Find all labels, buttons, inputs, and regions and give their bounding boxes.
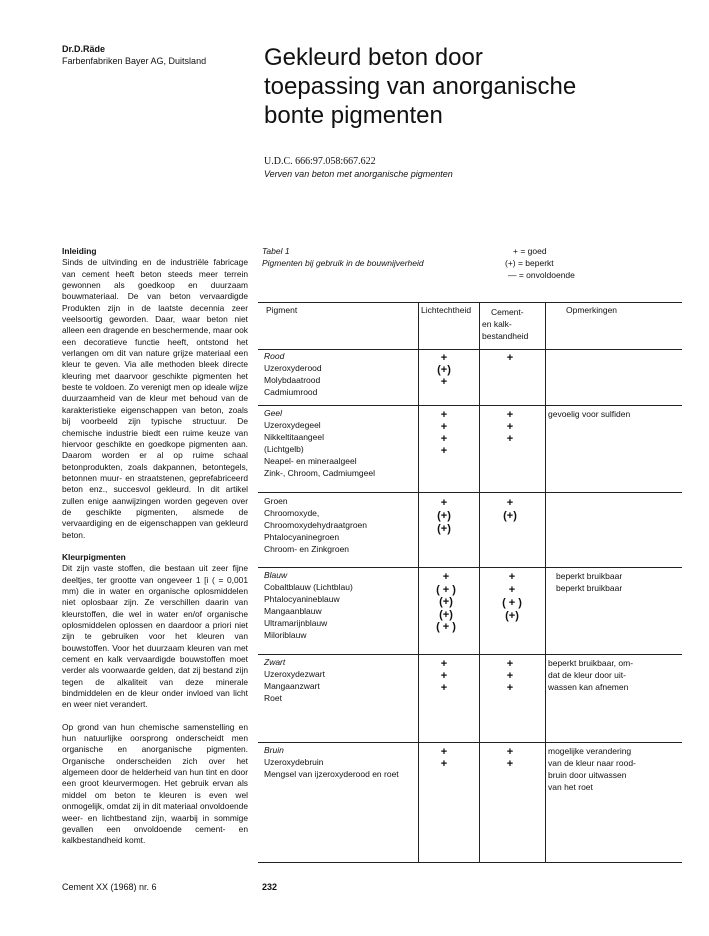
remarks-blauw — [556, 570, 690, 594]
rating: (+) — [437, 523, 451, 535]
rating: (+) — [503, 510, 517, 522]
table-column-rule — [418, 302, 419, 862]
header-cement-line: Cement- — [491, 307, 524, 317]
rating: (+) — [505, 610, 519, 622]
legend-insufficient: — = onvoldoende — [508, 270, 575, 280]
pigment-name: Uzeroxydegeel — [264, 419, 321, 430]
pigment-name: Uzeroxydezwart — [264, 668, 325, 679]
remark-line: beperkt bruikbaar, om- — [548, 658, 634, 668]
rating: ( + ) — [502, 597, 522, 609]
rating: (+) — [437, 510, 451, 522]
header-cement-line: en kalk- — [482, 319, 512, 329]
remark-line: bruin door uitwassen — [548, 770, 627, 780]
rating: + — [440, 497, 448, 509]
rating: + — [440, 746, 448, 758]
pigment-name: Mengsel van ijzeroxyderood en roet — [264, 768, 399, 779]
pigment-name: Mangaanblauw — [264, 605, 322, 616]
remarks-zwart — [548, 657, 682, 693]
rating: + — [440, 658, 448, 670]
light-ratings-geel — [428, 409, 460, 457]
rating: + — [506, 433, 514, 445]
group-name: Blauw — [264, 570, 288, 580]
pigment-name: Phtalocyanineblauw — [264, 593, 340, 604]
light-ratings-bruin — [428, 746, 460, 770]
rating: + — [506, 682, 514, 694]
pigment-name: Miloriblauw — [264, 629, 307, 640]
remark-line: mogelijke verandering — [548, 746, 632, 756]
remark-line: dat de kleur door uit- — [548, 670, 626, 680]
table-rule — [258, 302, 682, 303]
group-name: Zwart — [264, 657, 286, 667]
remark-line: van het roet — [548, 782, 593, 792]
pigment-name: Nikkeltitaangeel — [264, 431, 325, 442]
rating: + — [440, 670, 448, 682]
pigments-paragraph-1: Dit zijn vaste stoffen, die bestaan uit zeer fijne deeltjes, ter grootte van ongeveer 1 [i ( = 0,001 mm) die in water en organische oplosmiddelen niet oplosbaar zijn. Ze verschillen daarin van kleurstoffen, die wel in water en/of organische oplosmiddelen oplossen en daardoor a priori niet zijn te gebruiken voor het kleuren van bouwstoffen. Voor het duurzaam kleuren van met cement en kalk vervaardigde bouwstoffen moet verder als voorwaarde gelden, dat zij bestand zijn tegen de alkaliteit van deze minerale bindmiddelen en de kleur onder invloed van licht en weer niet verandert. — [62, 563, 248, 710]
light-ratings-zwart — [428, 658, 460, 694]
table-column-rule — [479, 302, 480, 862]
legend-good: + = goed — [513, 246, 547, 256]
cement-ratings-rood — [494, 352, 526, 364]
table-label: Tabel 1 — [262, 246, 290, 256]
remark-line: gevoelig voor sulfiden — [548, 409, 631, 419]
column-header-remarks: Opmerkingen — [566, 305, 618, 315]
rating: + — [440, 352, 448, 364]
rating: + — [440, 421, 448, 433]
pigment-name: Mangaanzwart — [264, 680, 320, 691]
table-row-groen — [264, 496, 367, 556]
pigment-name: Neapel- en mineraalgeel — [264, 455, 357, 466]
table-row-bruin — [264, 745, 399, 781]
page-number: 232 — [262, 882, 278, 892]
table-row-zwart — [264, 657, 325, 705]
cement-ratings-bruin — [494, 746, 526, 770]
table-row-rood — [264, 351, 322, 399]
title-line-2: toepassing van anorganische — [264, 73, 577, 100]
rating: (+) — [439, 596, 453, 608]
pigment-name: Roet — [264, 692, 282, 703]
rating: + — [508, 571, 516, 583]
light-ratings-groen — [428, 497, 460, 536]
rating: (+) — [439, 608, 453, 621]
udc-code: U.D.C. 666:97.058:667.622 — [264, 156, 376, 167]
table-column-rule — [545, 302, 546, 862]
pigment-name: Chroom- en Zinkgroen — [264, 543, 350, 554]
rating: + — [440, 409, 448, 421]
pigment-name: Zink-, Chroom, Cadmiumgeel — [264, 467, 376, 478]
cement-ratings-zwart — [494, 658, 526, 694]
table-rule — [258, 492, 682, 493]
rating: + — [440, 445, 448, 457]
column-header-light: Lichtechtheid — [421, 305, 472, 315]
column-header-pigment: Pigment — [266, 305, 298, 315]
remark-line: beperkt bruikbaar — [556, 571, 623, 581]
rating: ( + ) — [436, 583, 456, 596]
rating: + — [506, 746, 514, 758]
table-rule — [258, 405, 682, 406]
column-header-cement — [482, 306, 528, 342]
pigment-name: Phtalocyaninegroen — [264, 531, 340, 542]
cement-ratings-geel — [494, 409, 526, 445]
pigment-name: Uzeroxydebruin — [264, 756, 324, 767]
remark-line: wassen kan afnemen — [548, 682, 629, 692]
table-rule — [258, 567, 682, 568]
rating: + — [506, 497, 514, 509]
light-ratings-blauw — [428, 571, 464, 634]
journal-citation: Cement XX (1968) nr. 6 — [62, 882, 157, 892]
pigment-name: Ultramarijnblauw — [264, 617, 328, 628]
legend-limited: (+) = beperkt — [505, 258, 554, 268]
table-rule — [258, 349, 682, 350]
table-caption: Pigmenten bij gebruik in de bouwnijverheid — [262, 258, 424, 268]
author-affiliation: Farbenfabriken Bayer AG, Duitsland — [62, 56, 207, 66]
cement-ratings-groen — [494, 497, 526, 523]
rating: + — [506, 421, 514, 433]
rating: + — [506, 670, 514, 682]
rating: ( + ) — [436, 621, 456, 633]
rating: + — [506, 658, 514, 670]
section-heading-intro: Inleiding — [62, 246, 97, 256]
pigment-name: Molybdaatrood — [264, 374, 321, 385]
author-name: Dr.D.Räde — [62, 44, 106, 54]
pigment-name: Chroomoxydehydraatgroen — [264, 519, 368, 530]
group-name: Groen — [264, 496, 288, 506]
group-name: Rood — [264, 351, 285, 361]
cement-ratings-blauw — [494, 571, 530, 623]
table-row-geel — [264, 408, 375, 479]
rating: + — [440, 376, 448, 388]
intro-paragraph: Sinds de uitvinding en de industriële fabricage van cement heeft beton steeds meer terrein gewonnen als goedkoop en duurzaam bouwmateriaal. De van beton vervaardigde Produkten zijn in de laatste decennia zeer veelsoortig geworden. Daar, waar beton niet alleen een dragende en beschermende, maar ook een decoratieve functie heeft, ontstond het verlangen om dit van nature grijze materiaal een kleur te geven. Via alle methoden bleek directe kleuring met daarvoor geschikte pigmenten het beste te voldoen. Zo verenigt men op ideale wijze duurzaamheid van de kleur met behoud van de karakteristieke eigenschappen van beton, zoals bij voorbeeld zijn typische structuur. De chemische industrie biedt een ruime keuze van hiervoor geschikte en goedkope pigmenten aan. Daarom worden er al op ruime schaal betonprodukten, zoals dakpannen, betontegels, betonnen muur- en straatstenen, geprefabriceerd beton enz., succesvol gekleurd. In dit artikel zullen enige aanwijzingen worden gegeven over de geschikte pigmenten, alsmede de vervaardiging en de eigenschappen van gekleurd beton. — [62, 257, 248, 540]
remarks-geel — [548, 408, 682, 420]
section-heading-pigments: Kleurpigmenten — [62, 551, 126, 562]
table-rule — [258, 742, 682, 743]
title-line-1: Gekleurd beton door — [264, 44, 483, 71]
table-row-blauw — [264, 570, 353, 641]
rating: + — [440, 682, 448, 694]
remark-line: beperkt bruikbaar — [556, 583, 623, 593]
group-name: Geel — [264, 408, 282, 418]
pigment-name: Cadmiumrood — [264, 386, 318, 397]
rating: + — [442, 571, 450, 583]
pigments-paragraph-2: Op grond van hun chemische samenstelling en hun natuurlijke oorsprong onderscheidt men organische en anorganische pigmenten. Organische onderscheiden zich over het algemeen door de helderheid van hun tint en door een groot kleurvermogen. Het gebruik ervan als middel om beton te kleuren is even wel onmogelijk, omdat zij in dit materiaal onvoldoende weer- en lichtbestand zijn, waarbij in sommige gevallen een onvoldoende cement- en kalkbestandheid komt. — [62, 721, 248, 846]
rating: + — [506, 409, 514, 421]
pigment-name: Uzeroxyderood — [264, 362, 322, 373]
rating: + — [440, 433, 448, 445]
remark-line: van de kleur naar rood- — [548, 758, 636, 768]
title-line-3: bonte pigmenten — [264, 102, 443, 129]
article-title — [264, 43, 684, 130]
rating: + — [506, 352, 514, 364]
remarks-bruin — [548, 745, 682, 793]
pigment-name: Cobaltblauw (Lichtblau) — [264, 581, 353, 592]
header-cement-line: bestandheid — [482, 331, 529, 341]
rating: + — [508, 584, 516, 596]
rating: + — [506, 758, 514, 770]
group-name: Bruin — [264, 745, 284, 755]
article-subtitle: Verven van beton met anorganische pigmenten — [264, 169, 453, 179]
rating: + — [440, 758, 448, 770]
body-text-column — [62, 246, 248, 847]
pigment-name: Chroomoxyde, — [264, 507, 320, 518]
pigment-name: (Lichtgelb) — [264, 443, 304, 454]
light-ratings-rood — [428, 352, 460, 388]
rating: (+) — [437, 364, 451, 376]
table-rule — [258, 862, 682, 863]
table-rule — [258, 654, 682, 655]
